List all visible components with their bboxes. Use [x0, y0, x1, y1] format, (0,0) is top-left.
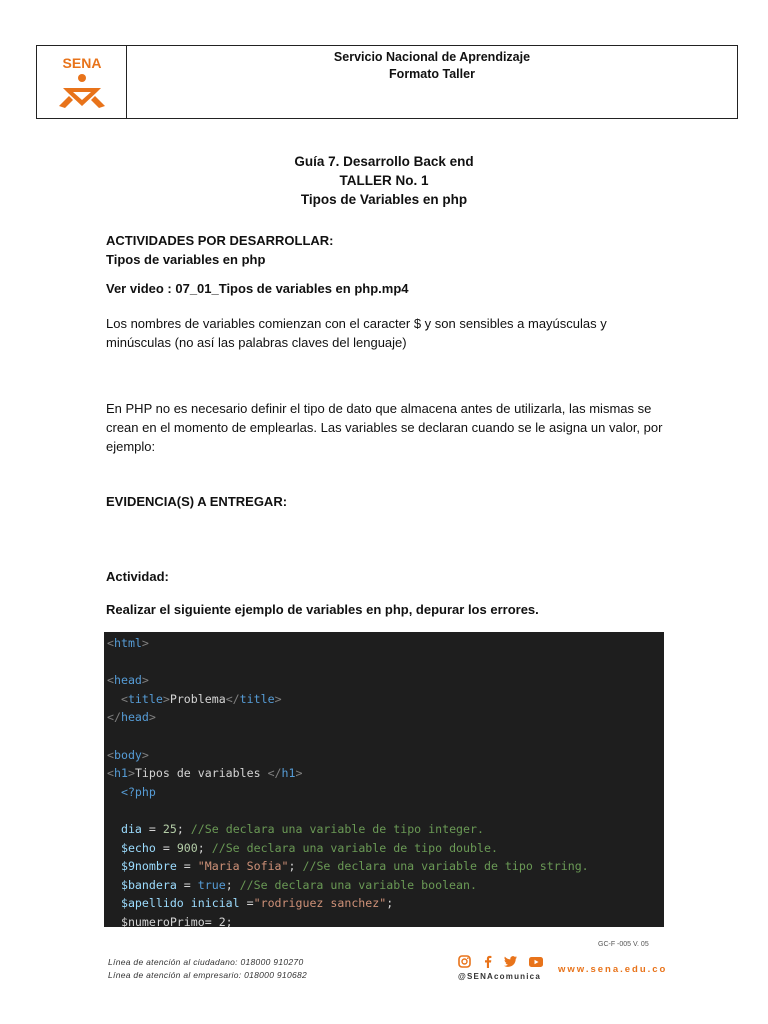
svg-text:SENA: SENA	[62, 55, 101, 71]
code-line: $numeroPrimo= 2;	[120, 914, 233, 927]
facebook-icon[interactable]	[483, 955, 492, 968]
activities-heading	[106, 231, 666, 269]
workshop-number: TALLER No. 1	[339, 173, 429, 188]
paragraph-php-types: En PHP no es necesario definir el tipo de dato que almacena antes de utilizarla, las mismas se crean en el momento de emplearlas. Las variables se declaran cuando se le asigna un valor, por ejemplo:	[106, 401, 663, 454]
code-line: <html>	[107, 636, 149, 650]
twitter-icon[interactable]	[504, 956, 517, 967]
code-line	[107, 801, 664, 820]
evidence-heading: EVIDENCIA(S) A ENTREGAR:	[106, 494, 288, 509]
code-line: <body>	[107, 747, 149, 762]
activities-heading-text: ACTIVIDADES POR DESARROLLAR:	[106, 233, 334, 248]
code-line: <h1>Tipos de variables </h1>	[107, 766, 303, 781]
code-line: $9nombre = "Maria Sofia"; //Se declara una variable de tipo string.	[120, 859, 589, 874]
social-icons	[458, 955, 543, 968]
activity-instruction: Realizar el siguiente ejemplo de variables en php, depurar los errores.	[106, 602, 539, 617]
activities-subheading: Tipos de variables en php	[106, 252, 266, 267]
video-reference: Ver video : 07_01_Tipos de variables en php.mp4	[106, 281, 409, 296]
website-link[interactable]: www.sena.edu.co	[558, 964, 668, 975]
code-line: dia = 25; //Se declara una variable de tipo integer.	[120, 821, 484, 836]
header-title	[127, 46, 737, 118]
youtube-icon[interactable]	[529, 957, 543, 967]
institution-name: Servicio Nacional de Aprendizaje	[333, 50, 531, 64]
instagram-icon[interactable]	[458, 955, 471, 968]
document-code: GC-F -005 V. 05	[598, 941, 649, 948]
code-line	[107, 727, 664, 746]
code-line: $echo = 900; //Se declara una variable de tipo double.	[120, 840, 498, 855]
contact-lines	[108, 956, 307, 982]
code-line	[107, 653, 664, 672]
code-block	[104, 632, 664, 927]
code-line: </head>	[107, 710, 156, 725]
code-line: $apellido inicial ="rodriguez sanchez";	[120, 896, 394, 911]
code-line: <title>Problema</title>	[120, 691, 282, 706]
topic-title: Tipos de Variables en php	[300, 192, 468, 207]
paragraph-variables-naming: Los nombres de variables comienzan con el caracter $ y son sensibles a mayúsculas y minúsculas (no así las palabras claves del lenguaje)	[106, 316, 607, 350]
format-name: Formato Taller	[389, 67, 475, 81]
sena-logo	[37, 46, 127, 118]
guide-titles	[0, 152, 768, 209]
code-line: <head>	[107, 673, 149, 688]
social-handle[interactable]: @SENAcomunica	[458, 972, 541, 981]
activity-label: Actividad:	[106, 569, 169, 584]
sena-logo-icon	[51, 54, 113, 110]
business-line: Línea de atención al empresario: 018000 910682	[108, 970, 308, 980]
document-header	[36, 45, 738, 119]
citizen-line: Línea de atención al ciudadano: 018000 910270	[108, 957, 304, 967]
guide-title: Guía 7. Desarrollo Back end	[294, 154, 474, 169]
code-line: <?php	[120, 784, 156, 799]
code-line: $bandera = true; //Se declara una variable boolean.	[120, 877, 477, 892]
